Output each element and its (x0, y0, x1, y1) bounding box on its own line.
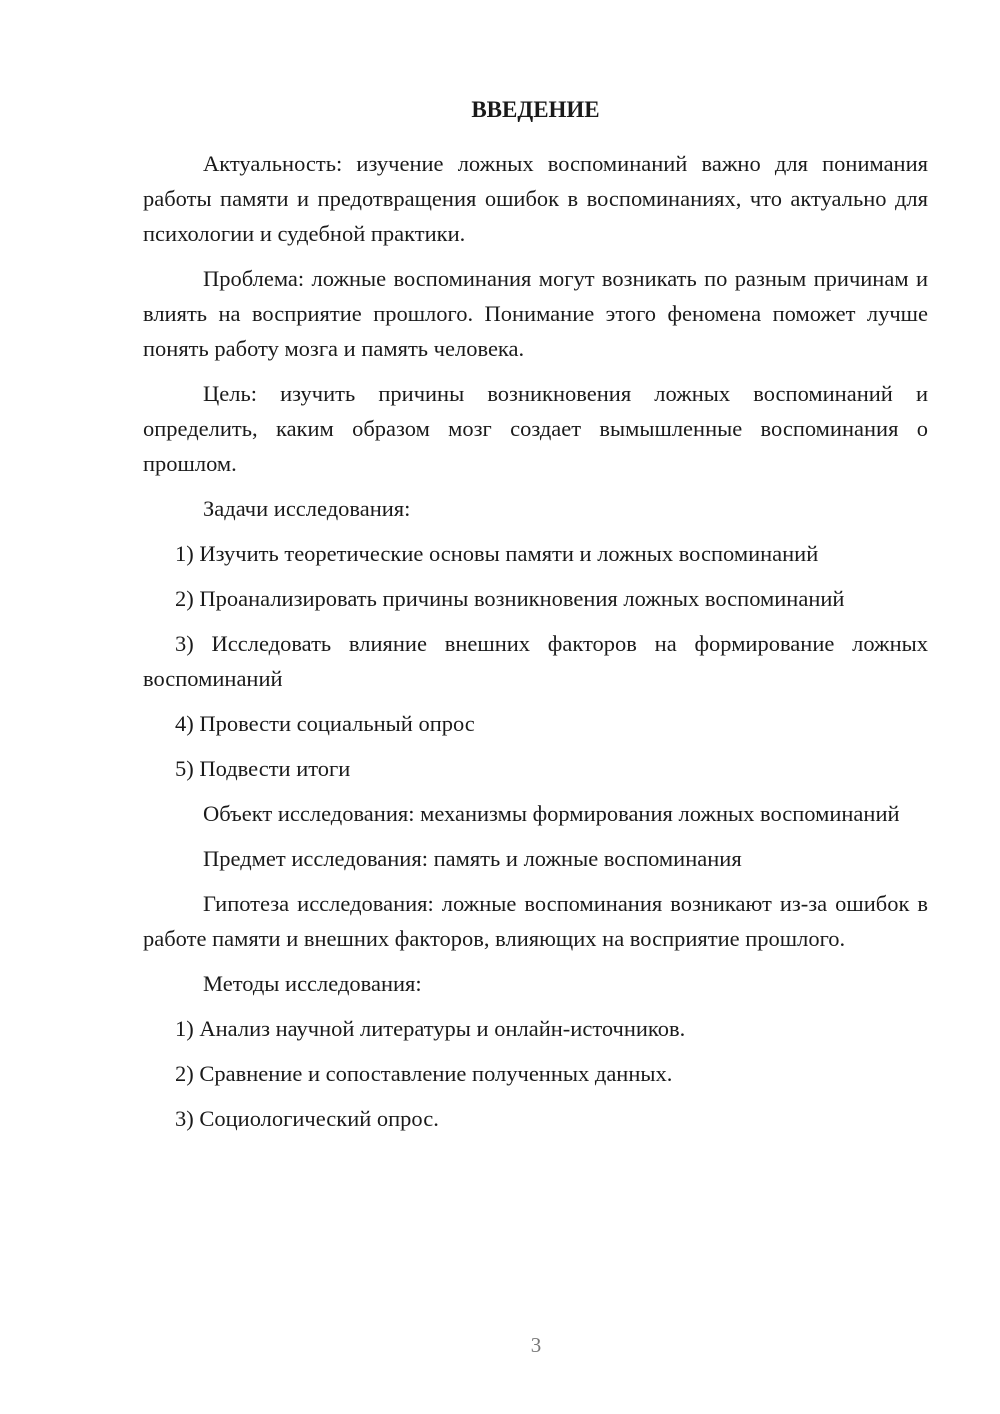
relevance-paragraph: Актуальность: изучение ложных воспоминаний важно для понимания работы памяти и предотвращения ошибок в воспоминаниях, что актуально для психологии и судебной практики. (143, 151, 928, 246)
tasks-heading: Задачи исследования: (203, 496, 411, 521)
method-item: 2) Сравнение и сопоставление полученных данных. (175, 1061, 673, 1086)
document-page (143, 94, 928, 1146)
task-item: 1) Изучить теоретические основы памяти и ложных воспоминаний (175, 541, 819, 566)
method-item: 3) Социологический опрос. (175, 1106, 439, 1131)
section-title: ВВЕДЕНИЕ (471, 97, 600, 122)
methods-heading: Методы исследования: (203, 971, 422, 996)
object-paragraph: Объект исследования: механизмы формирования ложных воспоминаний (203, 801, 900, 826)
task-item: 4) Провести социальный опрос (175, 711, 475, 736)
task-item: 2) Проанализировать причины возникновения ложных воспоминаний (175, 586, 845, 611)
page-number: 3 (530, 1333, 542, 1357)
task-item: 3) Исследовать влияние внешних факторов на формирование ложных воспоминаний (143, 631, 928, 691)
goal-paragraph: Цель: изучить причины возникновения ложных воспоминаний и определить, каким образом мозг создает вымышленные воспоминания о прошлом. (143, 381, 928, 476)
task-item: 5) Подвести итоги (175, 756, 351, 781)
problem-paragraph: Проблема: ложные воспоминания могут возникать по разным причинам и влиять на восприятие прошлого. Понимание этого феномена поможет лучше понять работу мозга и память человека. (143, 266, 928, 361)
hypothesis-paragraph: Гипотеза исследования: ложные воспоминания возникают из-за ошибок в работе памяти и внешних факторов, влияющих на восприятие прошлого. (143, 891, 928, 951)
subject-paragraph: Предмет исследования: память и ложные воспоминания (203, 846, 742, 871)
method-item: 1) Анализ научной литературы и онлайн-источников. (175, 1016, 686, 1041)
